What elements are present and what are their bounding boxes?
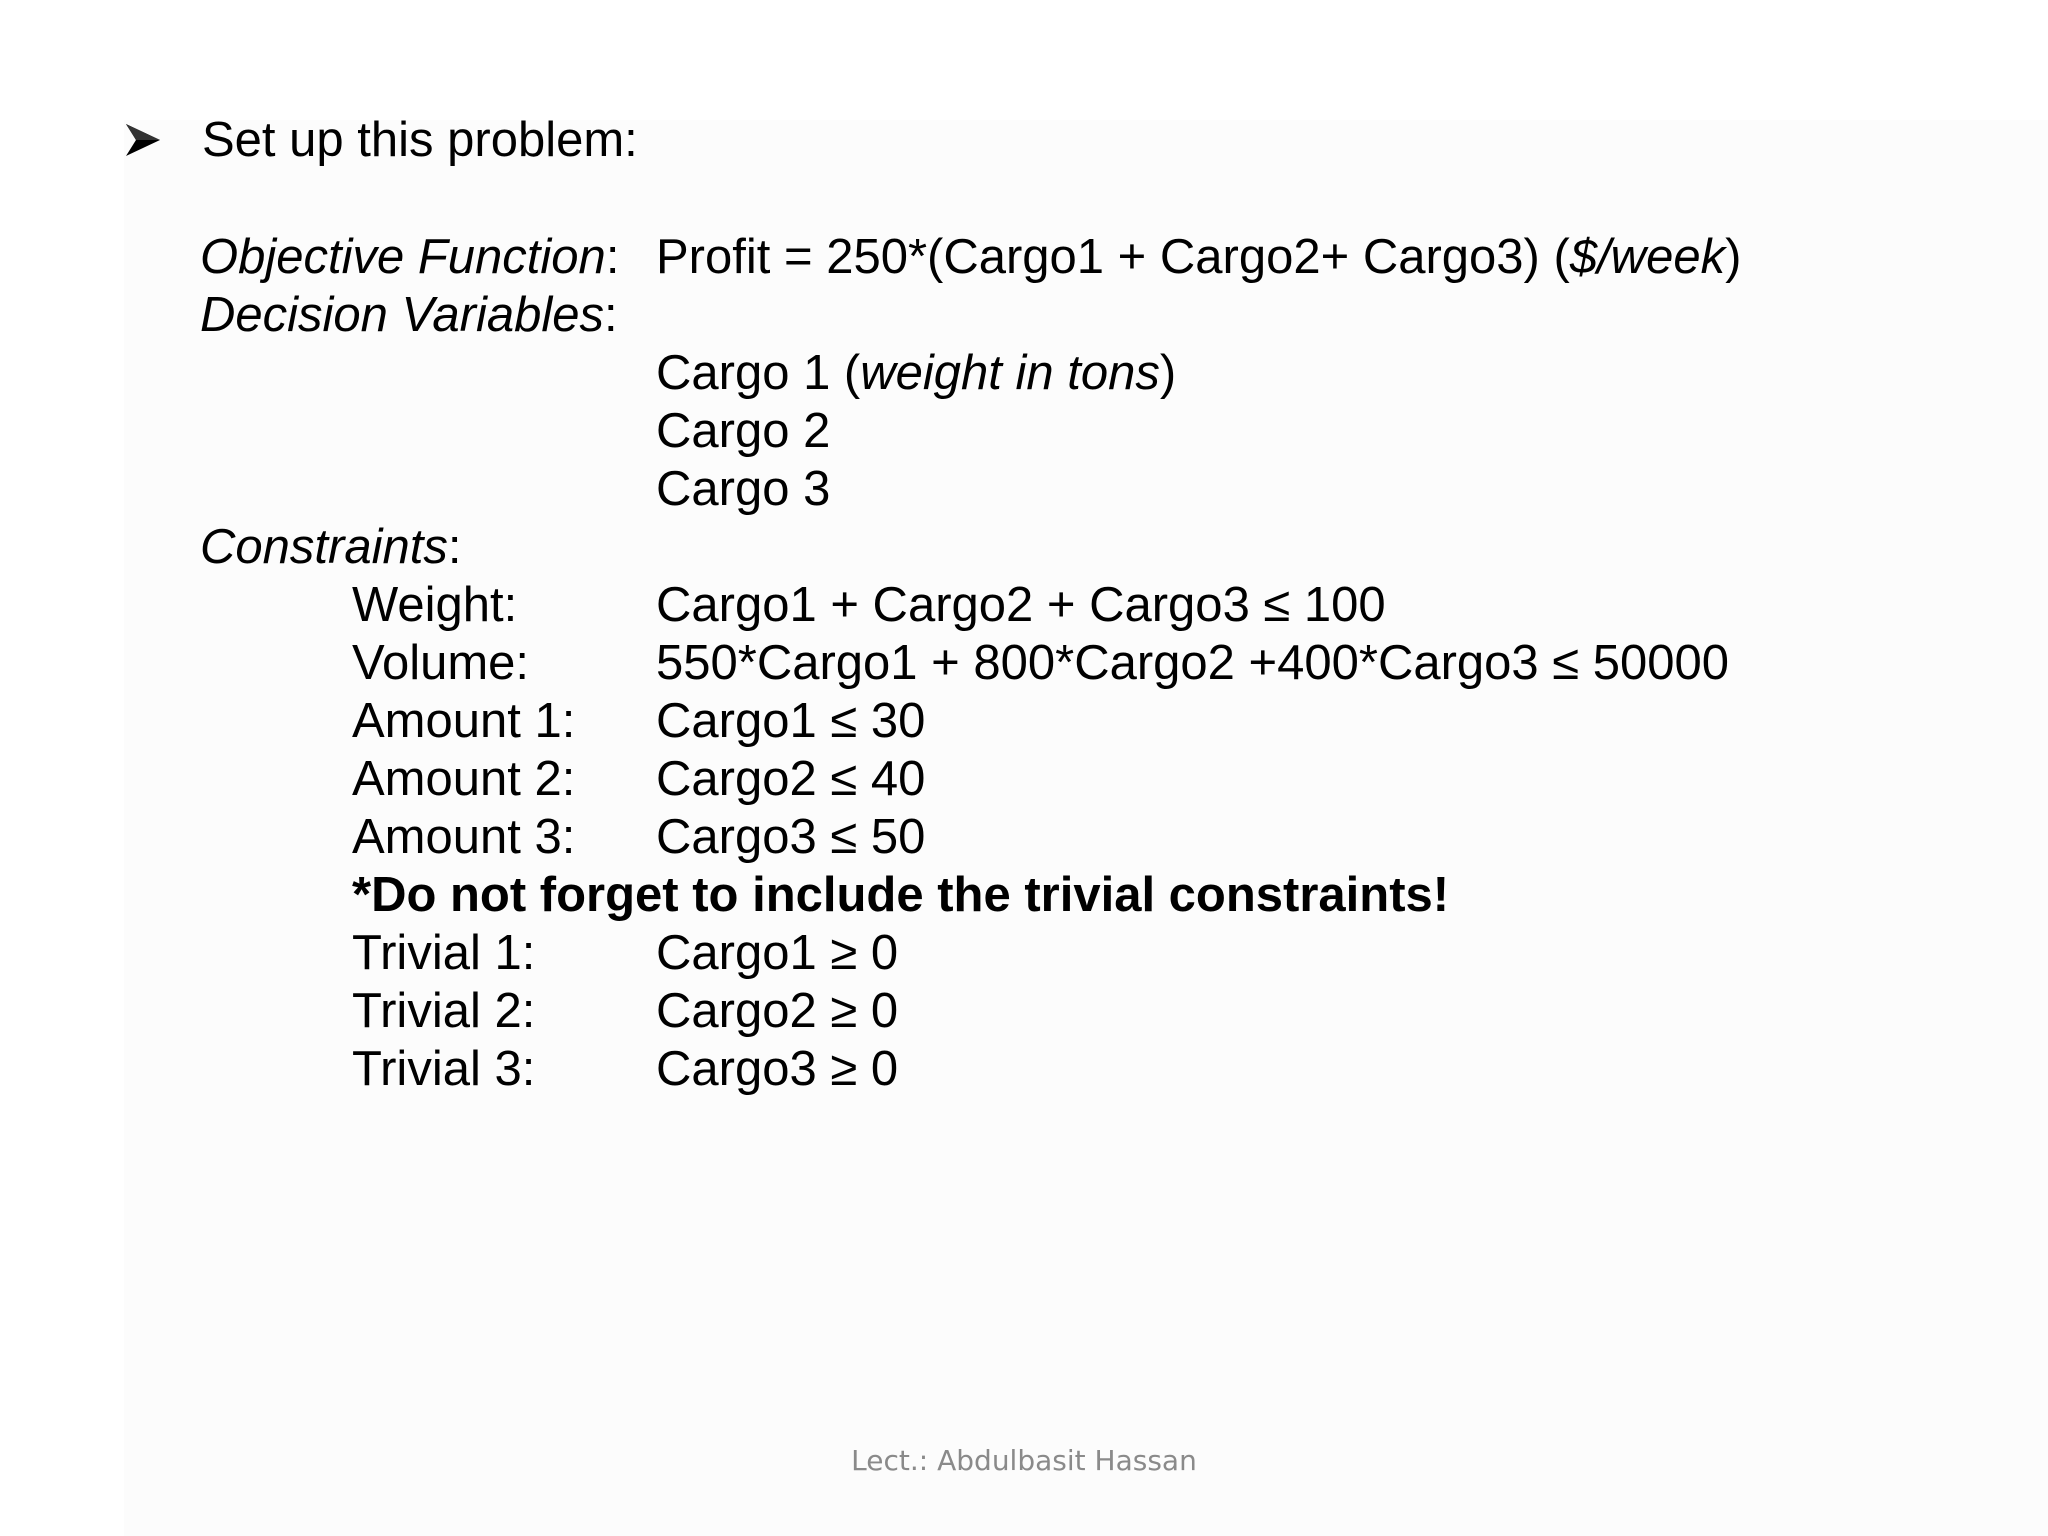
constraint-trivial-1-expr: Cargo1 ≥ 0 bbox=[656, 926, 899, 980]
decision-var-1-name: Cargo 1 ( bbox=[656, 346, 861, 400]
objective-colon: : bbox=[605, 230, 620, 284]
trivial-constraints-note: *Do not forget to include the trivial constraints! bbox=[352, 868, 1450, 922]
arrow-bullet-icon bbox=[124, 120, 162, 160]
decision-var-1-note: weight in tons bbox=[860, 346, 1160, 400]
constraint-amount-3-name: Amount 3: bbox=[352, 810, 576, 864]
constraints-colon: : bbox=[447, 520, 462, 574]
constraint-amount-3-expr: Cargo3 ≤ 50 bbox=[656, 810, 926, 864]
decision-label-line bbox=[200, 286, 618, 344]
constraint-trivial-2-expr: Cargo2 ≥ 0 bbox=[656, 984, 899, 1038]
objective-label: Objective Function bbox=[200, 230, 606, 284]
constraint-amount-2-expr: Cargo2 ≤ 40 bbox=[656, 752, 926, 806]
decision-var-2: Cargo 2 bbox=[656, 404, 831, 458]
objective-close: ) bbox=[1725, 230, 1742, 284]
constraint-trivial-3-expr: Cargo3 ≥ 0 bbox=[656, 1042, 899, 1096]
decision-var-1-close: ) bbox=[1159, 346, 1177, 400]
constraint-weight-expr: Cargo1 + Cargo2 + Cargo3 ≤ 100 bbox=[656, 578, 1386, 632]
constraint-amount-1-name: Amount 1: bbox=[352, 694, 576, 748]
objective-expression: Profit = 250*(Cargo1 + Cargo2+ Cargo3) ( bbox=[656, 230, 1570, 284]
objective-expression-line bbox=[656, 228, 1741, 286]
decision-var-3: Cargo 3 bbox=[656, 462, 831, 516]
constraint-amount-2-name: Amount 2: bbox=[352, 752, 576, 806]
constraint-weight-name: Weight: bbox=[352, 578, 518, 632]
constraint-volume-expr: 550*Cargo1 + 800*Cargo2 +400*Cargo3 ≤ 50000 bbox=[656, 636, 1730, 690]
constraint-amount-1-expr: Cargo1 ≤ 30 bbox=[656, 694, 926, 748]
constraint-trivial-2-name: Trivial 2: bbox=[352, 984, 536, 1038]
footer-lecturer: Lect.: Abdulbasit Hassan bbox=[851, 1444, 1197, 1477]
constraint-trivial-1-name: Trivial 1: bbox=[352, 926, 536, 980]
constraints-label: Constraints bbox=[200, 520, 448, 574]
heading: Set up this problem: bbox=[202, 113, 638, 167]
decision-var-1 bbox=[656, 344, 1176, 402]
decision-colon: : bbox=[604, 288, 618, 342]
constraint-trivial-3-name: Trivial 3: bbox=[352, 1042, 536, 1096]
heading-row bbox=[124, 110, 638, 170]
constraint-volume-name: Volume: bbox=[352, 636, 530, 690]
decision-label: Decision Variables bbox=[200, 288, 604, 342]
constraints-label-line bbox=[200, 518, 461, 576]
objective-label-line bbox=[200, 228, 619, 286]
objective-unit: $/week bbox=[1569, 230, 1726, 284]
